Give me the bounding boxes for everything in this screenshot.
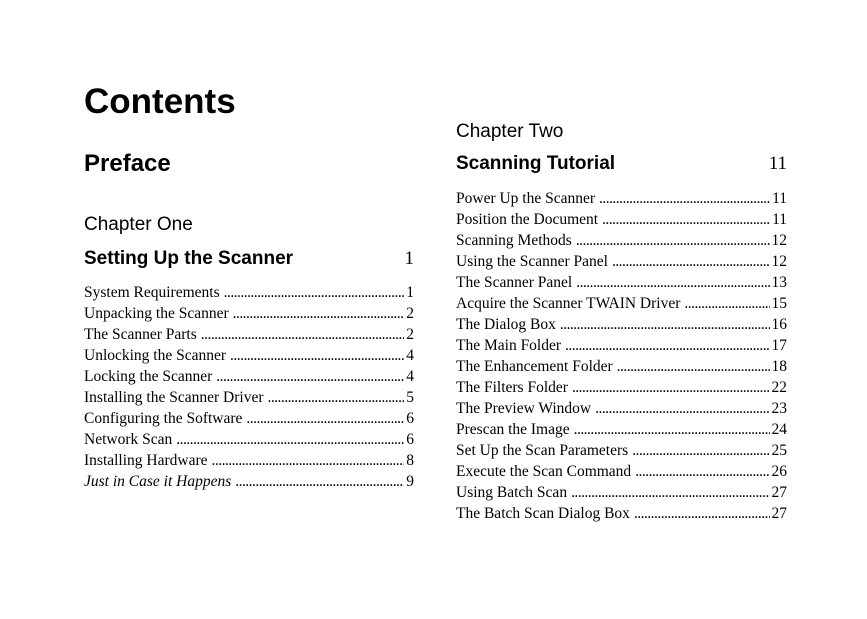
toc-leader-dots	[612, 251, 770, 272]
toc-entry-page: 12	[771, 253, 787, 270]
toc-entry	[84, 450, 414, 471]
toc-entry	[456, 230, 787, 251]
chapter-one-page: 1	[404, 248, 414, 269]
toc-entry-page: 4	[406, 347, 414, 364]
toc-leader-dots	[574, 419, 770, 440]
toc-leader-dots	[216, 366, 404, 387]
toc-entry	[456, 335, 787, 356]
toc-entry-page: 6	[406, 431, 414, 448]
toc-entry-title: Unlocking the Scanner	[84, 347, 227, 364]
toc-entry-title: The Preview Window	[456, 400, 592, 417]
toc-leader-dots	[571, 482, 769, 503]
toc-leader-dots	[224, 282, 405, 303]
toc-entry-title: Execute the Scan Command	[456, 463, 632, 480]
toc-entry-title: Position the Document	[456, 211, 599, 228]
toc-leader-dots	[599, 188, 770, 209]
toc-entry-title: Set Up the Scan Parameters	[456, 442, 629, 459]
toc-entry-title: Locking the Scanner	[84, 368, 213, 385]
toc-entry-page: 17	[771, 337, 787, 354]
toc-entry	[84, 429, 414, 450]
toc-entry-title: Configuring the Software	[84, 410, 243, 427]
toc-entry-title: Acquire the Scanner TWAIN Driver	[456, 295, 681, 312]
toc-entry	[456, 293, 787, 314]
toc-entry-page: 2	[406, 305, 414, 322]
toc-entry-title: Installing the Scanner Driver	[84, 389, 264, 406]
toc-leader-dots	[576, 230, 770, 251]
toc-leader-dots	[560, 314, 770, 335]
toc-entry	[456, 272, 787, 293]
toc-entry-page: 13	[771, 274, 787, 291]
chapter-one-title: Setting Up the Scanner	[84, 248, 294, 269]
toc-leader-dots	[201, 324, 404, 345]
toc-entry	[456, 440, 787, 461]
toc-entry-page: 26	[771, 463, 787, 480]
toc-leader-dots	[233, 303, 405, 324]
toc-entry	[456, 251, 787, 272]
toc-entry	[84, 324, 414, 345]
toc-entry-page: 27	[771, 505, 787, 522]
toc-entry-title: Power Up the Scanner	[456, 190, 596, 207]
toc-leader-dots	[602, 209, 770, 230]
toc-leader-dots	[617, 356, 770, 377]
page-title: Contents	[84, 82, 236, 121]
toc-entry-title: System Requirements	[84, 284, 220, 301]
toc-entry-page: 12	[771, 232, 787, 249]
toc-entry	[456, 314, 787, 335]
chapter-two-heading	[456, 151, 787, 177]
toc-entry-page: 8	[406, 452, 414, 469]
toc-entry	[456, 503, 787, 524]
toc-entry-title: Scanning Methods	[456, 232, 572, 249]
toc-entry	[456, 419, 787, 440]
toc-entry	[456, 461, 787, 482]
toc-leader-dots	[565, 335, 769, 356]
chapter-one-label: Chapter One	[84, 214, 193, 235]
toc-leader-dots	[572, 377, 770, 398]
toc-entry	[456, 377, 787, 398]
toc-entry-page: 4	[406, 368, 414, 385]
toc-entry-title: Using Batch Scan	[456, 484, 568, 501]
toc-entry-page: 11	[772, 190, 787, 207]
toc-entry-title: The Dialog Box	[456, 316, 556, 333]
toc-entry-page: 25	[771, 442, 787, 459]
toc-entry-title: Just in Case it Happens	[84, 473, 232, 490]
toc-entry-title: Unpacking the Scanner	[84, 305, 229, 322]
chapter-two-page: 11	[768, 153, 787, 174]
chapter-one-heading	[84, 246, 414, 272]
toc-entry-page: 18	[771, 358, 787, 375]
toc-entry-title: The Batch Scan Dialog Box	[456, 505, 630, 522]
toc-entry	[456, 188, 787, 209]
toc-entry-page: 22	[771, 379, 787, 396]
toc-entry	[84, 471, 414, 492]
toc-entry-page: 2	[406, 326, 414, 343]
toc-leader-dots	[634, 503, 770, 524]
toc-leader-dots	[635, 461, 769, 482]
toc-entry-title: Network Scan	[84, 431, 173, 448]
toc-entry-title: The Enhancement Folder	[456, 358, 613, 375]
toc-entry-title: Installing Hardware	[84, 452, 208, 469]
toc-entry	[84, 408, 414, 429]
toc-entry-page: 5	[406, 389, 414, 406]
toc-leader-dots	[632, 440, 769, 461]
toc-entry	[84, 303, 414, 324]
toc-entry-title: Prescan the Image	[456, 421, 570, 438]
toc-leader-dots	[246, 408, 404, 429]
toc-entry	[456, 482, 787, 503]
toc-entry-page: 27	[771, 484, 787, 501]
toc-leader-dots	[576, 272, 769, 293]
toc-leader-dots	[230, 345, 404, 366]
toc-leader-dots	[684, 293, 769, 314]
toc-entry	[456, 398, 787, 419]
toc-entry-page: 15	[771, 295, 787, 312]
toc-entry-page: 1	[406, 284, 414, 301]
chapter-two-title: Scanning Tutorial	[456, 153, 616, 174]
toc-entry	[84, 345, 414, 366]
toc-entry-page: 6	[406, 410, 414, 427]
toc-entry-page: 11	[772, 211, 787, 228]
toc-entry-page: 9	[406, 473, 414, 490]
toc-entry-page: 16	[771, 316, 787, 333]
toc-entry	[456, 356, 787, 377]
toc-entry-title: The Filters Folder	[456, 379, 568, 396]
chapter-two-toc	[456, 188, 787, 524]
toc-entry-title: The Scanner Parts	[84, 326, 197, 343]
toc-leader-dots	[235, 471, 404, 492]
toc-entry-page: 24	[771, 421, 787, 438]
chapter-one-toc	[84, 282, 414, 492]
preface-heading: Preface	[84, 150, 171, 177]
toc-leader-dots	[212, 450, 405, 471]
toc-entry-title: The Scanner Panel	[456, 274, 573, 291]
toc-entry	[84, 387, 414, 408]
toc-leader-dots	[176, 429, 404, 450]
toc-leader-dots	[595, 398, 769, 419]
toc-entry-title: Using the Scanner Panel	[456, 253, 608, 270]
toc-entry	[84, 282, 414, 303]
toc-entry-page: 23	[771, 400, 787, 417]
toc-entry	[456, 209, 787, 230]
toc-entry-title: The Main Folder	[456, 337, 562, 354]
toc-entry	[84, 366, 414, 387]
chapter-two-label: Chapter Two	[456, 121, 564, 142]
toc-leader-dots	[267, 387, 404, 408]
